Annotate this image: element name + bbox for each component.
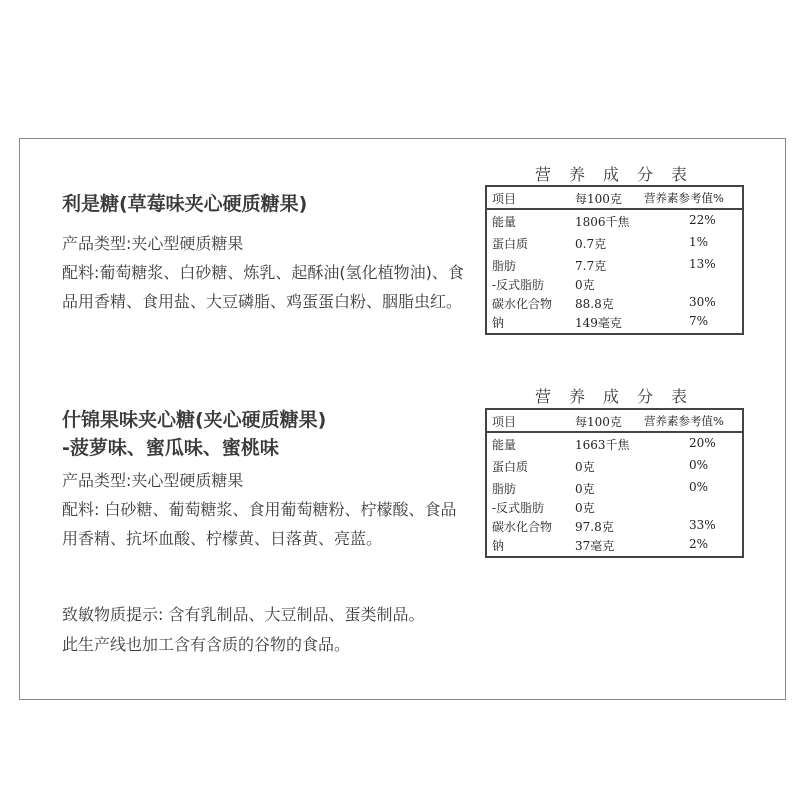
nutrient-amount: 37毫克 xyxy=(575,539,615,553)
product2-title-line2: -菠萝味、蜜瓜味、蜜桃味 xyxy=(62,437,279,459)
nutrient-name: 蛋白质 xyxy=(492,460,529,474)
nutrient-nrv: 0% xyxy=(689,458,709,472)
product2-nutrition-table xyxy=(485,408,744,558)
nutrient-amount: 0克 xyxy=(575,460,595,474)
header-nrv: 营养素参考值% xyxy=(644,414,724,428)
nutrition-row-fat xyxy=(487,254,742,273)
nutrient-amount: 7.7克 xyxy=(575,259,607,273)
nutrition-row-protein xyxy=(487,232,742,254)
product1-nutrition-table xyxy=(485,185,744,335)
nutrient-name: 脂肪 xyxy=(492,259,517,273)
header-per100g: 每100克 xyxy=(575,192,622,206)
nutrient-nrv: 13% xyxy=(689,257,716,271)
product1-type-line: 产品类型:夹心型硬质糖果 xyxy=(62,234,244,253)
nutrient-nrv: 20% xyxy=(689,436,716,450)
nutrition-row-protein xyxy=(487,455,742,477)
nutrition-row-carbohydrate xyxy=(487,292,742,311)
nutrient-name: 蛋白质 xyxy=(492,237,529,251)
nutrient-nrv: 0% xyxy=(689,480,709,494)
nutrient-name: 能量 xyxy=(492,438,517,452)
allergen-notice xyxy=(62,600,424,660)
nutrition-row-carbohydrate xyxy=(487,515,742,534)
product1-description xyxy=(62,229,472,316)
nutrient-amount: 88.8克 xyxy=(575,297,614,311)
nutrient-nrv: 2% xyxy=(689,537,709,551)
header-item: 项目 xyxy=(492,192,517,206)
nutrition-header-row xyxy=(487,187,742,210)
nutrition-row-energy xyxy=(487,210,742,232)
product2-nutrition-caption: 营养成分表 xyxy=(535,387,706,406)
nutrient-amount: 0克 xyxy=(575,482,595,496)
nutrient-name: 能量 xyxy=(492,215,517,229)
nutrient-amount: 149毫克 xyxy=(575,316,622,330)
product1-title: 利是糖(草莓味夹心硬质糖果) xyxy=(62,193,308,215)
nutrient-amount: 0.7克 xyxy=(575,237,607,251)
nutrition-row-energy xyxy=(487,433,742,455)
nutrition-row-fat xyxy=(487,477,742,496)
nutrient-name: 钠 xyxy=(492,316,505,330)
product2-ingredients: 配料: 白砂糖、葡萄糖浆、食用葡萄糖粉、柠檬酸、食品用香精、抗坏血酸、柠檬黄、日落黄、亮蓝。 xyxy=(62,500,457,548)
nutrient-nrv: 30% xyxy=(689,295,716,309)
nutrient-nrv: 1% xyxy=(689,235,709,249)
product2-description xyxy=(62,466,472,553)
header-nrv: 营养素参考值% xyxy=(644,191,724,205)
nutrition-row-sodium xyxy=(487,534,742,556)
product1-nutrition-caption: 营养成分表 xyxy=(535,165,706,184)
allergen-line2: 此生产线也加工含有含质的谷物的食品。 xyxy=(62,635,351,654)
nutrient-amount: 1663千焦 xyxy=(575,438,630,452)
product2-type-line: 产品类型:夹心型硬质糖果 xyxy=(62,471,244,490)
nutrition-row-trans-fat xyxy=(487,496,742,515)
header-item: 项目 xyxy=(492,415,517,429)
nutrition-row-sodium xyxy=(487,311,742,333)
nutrient-nrv: 7% xyxy=(689,314,709,328)
nutrient-amount: 0克 xyxy=(575,278,595,292)
nutrient-amount: 97.8克 xyxy=(575,520,614,534)
nutrient-name: 碳水化合物 xyxy=(492,520,553,534)
product1-ingredients: 配料:葡萄糖浆、白砂糖、炼乳、起酥油(氢化植物油)、食品用香精、食用盐、大豆磷脂、鸡蛋蛋白粉、胭脂虫红。 xyxy=(62,263,464,311)
nutrient-nrv: 33% xyxy=(689,518,716,532)
nutrition-row-trans-fat xyxy=(487,273,742,292)
nutrient-name: -反式脂肪 xyxy=(492,501,545,515)
nutrition-header-row xyxy=(487,410,742,433)
product2-title-line1: 什锦果味夹心糖(夹心硬质糖果) xyxy=(62,409,327,431)
nutrient-amount: 1806千焦 xyxy=(575,215,630,229)
nutrient-name: 脂肪 xyxy=(492,482,517,496)
nutrient-name: -反式脂肪 xyxy=(492,278,545,292)
nutrient-name: 碳水化合物 xyxy=(492,297,553,311)
nutrient-name: 钠 xyxy=(492,539,505,553)
nutrient-nrv: 22% xyxy=(689,213,716,227)
allergen-line1: 致敏物质提示: 含有乳制品、大豆制品、蛋类制品。 xyxy=(62,605,425,624)
header-per100g: 每100克 xyxy=(575,415,622,429)
nutrient-amount: 0克 xyxy=(575,501,595,515)
